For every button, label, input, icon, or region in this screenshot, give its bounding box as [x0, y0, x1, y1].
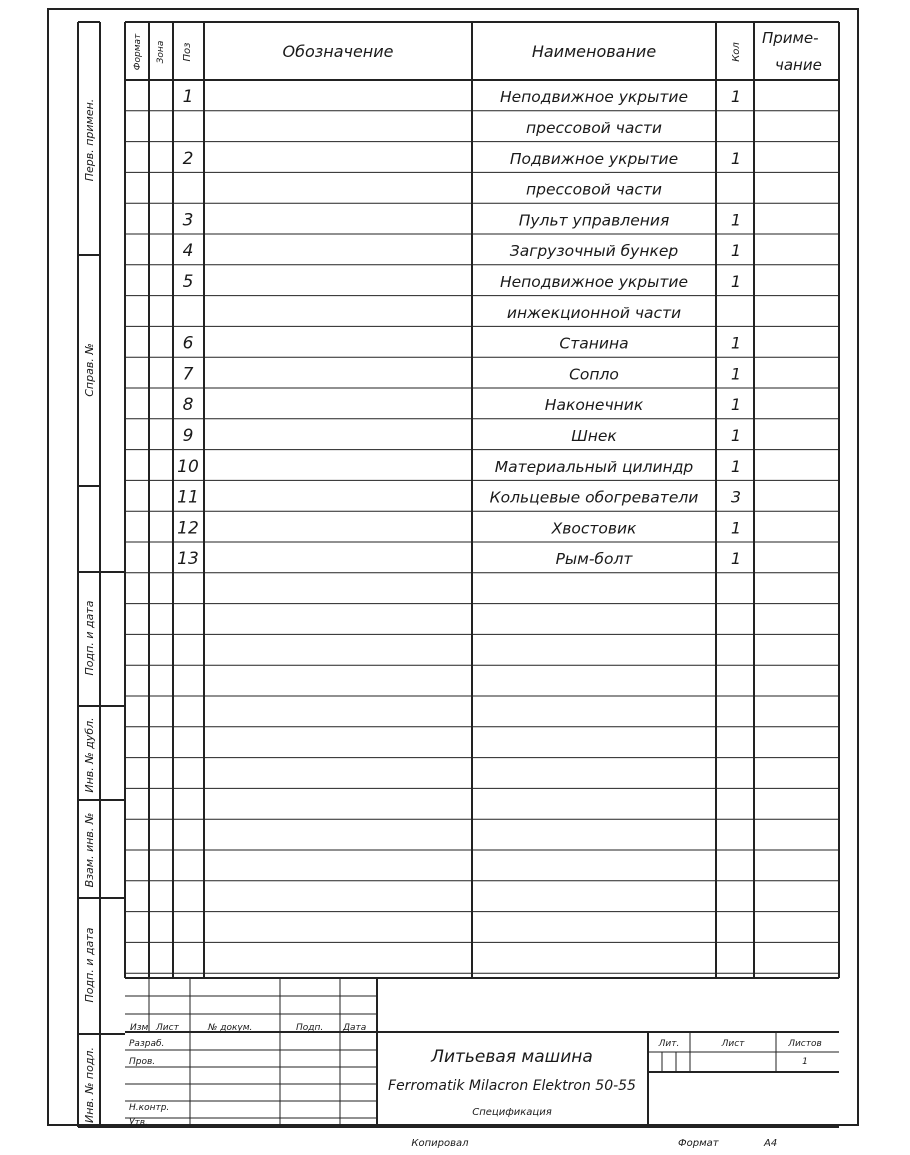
- table-row: [183, 395, 742, 415]
- row-pos: 13: [177, 549, 199, 570]
- table-header: [133, 29, 822, 74]
- table-row: [183, 210, 742, 230]
- row-name: Неподвижное укрытие: [499, 88, 689, 107]
- tb-format-label: Формат: [678, 1138, 719, 1149]
- row-pos: 6: [182, 333, 194, 354]
- header-note-2: чание: [775, 56, 822, 74]
- row-pos: 11: [177, 487, 199, 508]
- row-pos: 12: [177, 518, 199, 539]
- header-qty: Кол: [731, 42, 742, 62]
- header-name: Наименование: [531, 42, 657, 61]
- label-inv-dubl: Инв. № дубл.: [83, 717, 96, 793]
- tb-format-value: А4: [764, 1138, 778, 1149]
- tb-izm: Изм: [130, 1023, 149, 1033]
- header-pos: Поз: [182, 42, 193, 62]
- tb-doc-no: № докум.: [208, 1023, 253, 1033]
- table-row: [177, 488, 741, 508]
- tb-utv: Утв.: [129, 1118, 148, 1128]
- left-strip: [83, 99, 96, 1123]
- header-note-1: Приме-: [762, 29, 819, 47]
- label-sprav-no: Справ. №: [83, 343, 96, 397]
- table-row: [507, 304, 681, 322]
- row-pos: 9: [182, 425, 194, 446]
- table-row: [183, 87, 742, 107]
- tb-prov: Пров.: [129, 1057, 156, 1067]
- table-row: [177, 549, 741, 569]
- table-row: [526, 119, 662, 137]
- row-qty: 1: [730, 210, 742, 230]
- table-row: [177, 518, 741, 538]
- tb-n-kontr: Н.контр.: [129, 1103, 170, 1113]
- row-name: Кольцевые обогреватели: [489, 488, 699, 507]
- row-pos: 7: [182, 364, 194, 385]
- tb-list2: Лист: [721, 1039, 745, 1049]
- row-name: Наконечник: [544, 396, 644, 415]
- tb-doc-type: Спецификация: [472, 1107, 552, 1118]
- row-qty: 1: [730, 425, 742, 445]
- table-row: [183, 334, 742, 354]
- table-row: [183, 149, 742, 169]
- row-name: Загрузочный бункер: [509, 242, 679, 261]
- row-pos: 2: [182, 148, 194, 169]
- row-name: Неподвижное укрытие: [499, 272, 689, 291]
- row-name: Материальный цилиндр: [494, 457, 694, 476]
- label-perv-primen: Перв. примен.: [83, 98, 96, 182]
- row-qty: 3: [730, 487, 742, 507]
- tb-data: Дата: [343, 1023, 367, 1033]
- row-name: прессовой части: [526, 180, 662, 199]
- row-qty: 1: [730, 549, 742, 569]
- row-pos: 1: [182, 87, 194, 108]
- row-qty: 1: [730, 148, 742, 168]
- row-qty: 1: [730, 395, 742, 415]
- tb-razrab: Разраб.: [129, 1039, 165, 1049]
- row-qty: 1: [730, 241, 742, 261]
- header-zone: Зона: [156, 40, 166, 64]
- row-name: Станина: [559, 334, 629, 353]
- label-vzam-inv: Взам. инв. №: [83, 812, 96, 888]
- row-qty: 1: [730, 333, 742, 353]
- table-row: [183, 426, 742, 446]
- table-row: [183, 364, 742, 384]
- tb-kopiroval: Копировал: [411, 1138, 469, 1149]
- row-pos: 5: [182, 271, 194, 292]
- tb-podp: Подп.: [296, 1023, 324, 1033]
- header-designation: Обозначение: [282, 42, 394, 61]
- row-name: Сопло: [569, 365, 619, 384]
- title-block: [129, 1023, 822, 1149]
- row-name: Хвостовик: [551, 519, 637, 538]
- row-name: Шнек: [571, 426, 617, 445]
- row-name: Рым-болт: [555, 550, 633, 569]
- header-format: Формат: [133, 33, 143, 71]
- row-pos: 3: [182, 210, 194, 231]
- table-row: [183, 241, 742, 261]
- table-row: [177, 457, 741, 477]
- row-name: Пульт управления: [518, 211, 670, 230]
- row-pos: 8: [182, 395, 194, 416]
- tb-title-1: Литьевая машина: [431, 1047, 593, 1067]
- row-qty: 1: [730, 456, 742, 476]
- tb-listov: Листов: [788, 1039, 822, 1049]
- label-podp-data-2: Подп. и дата: [83, 927, 96, 1003]
- row-pos: 4: [182, 241, 194, 262]
- row-name: инжекционной части: [506, 303, 682, 322]
- row-name: прессовой части: [526, 118, 662, 137]
- row-qty: 1: [730, 364, 742, 384]
- tb-listov-value: 1: [802, 1057, 808, 1067]
- spec-rows: [177, 87, 741, 569]
- row-name: Подвижное укрытие: [509, 149, 679, 168]
- row-qty: 1: [730, 518, 742, 538]
- tb-lit: Лит.: [658, 1039, 680, 1049]
- table-row: [526, 181, 662, 199]
- row-qty: 1: [730, 271, 742, 291]
- tb-title-2: Ferromatik Milacron Elektron 50-55: [388, 1078, 636, 1094]
- tb-list: Лист: [156, 1023, 179, 1033]
- row-qty: 1: [730, 87, 742, 107]
- table-row: [183, 272, 742, 292]
- row-pos: 10: [177, 456, 199, 477]
- label-podp-data-1: Подп. и дата: [83, 600, 96, 676]
- label-inv-podl: Инв. № подл.: [83, 1047, 96, 1123]
